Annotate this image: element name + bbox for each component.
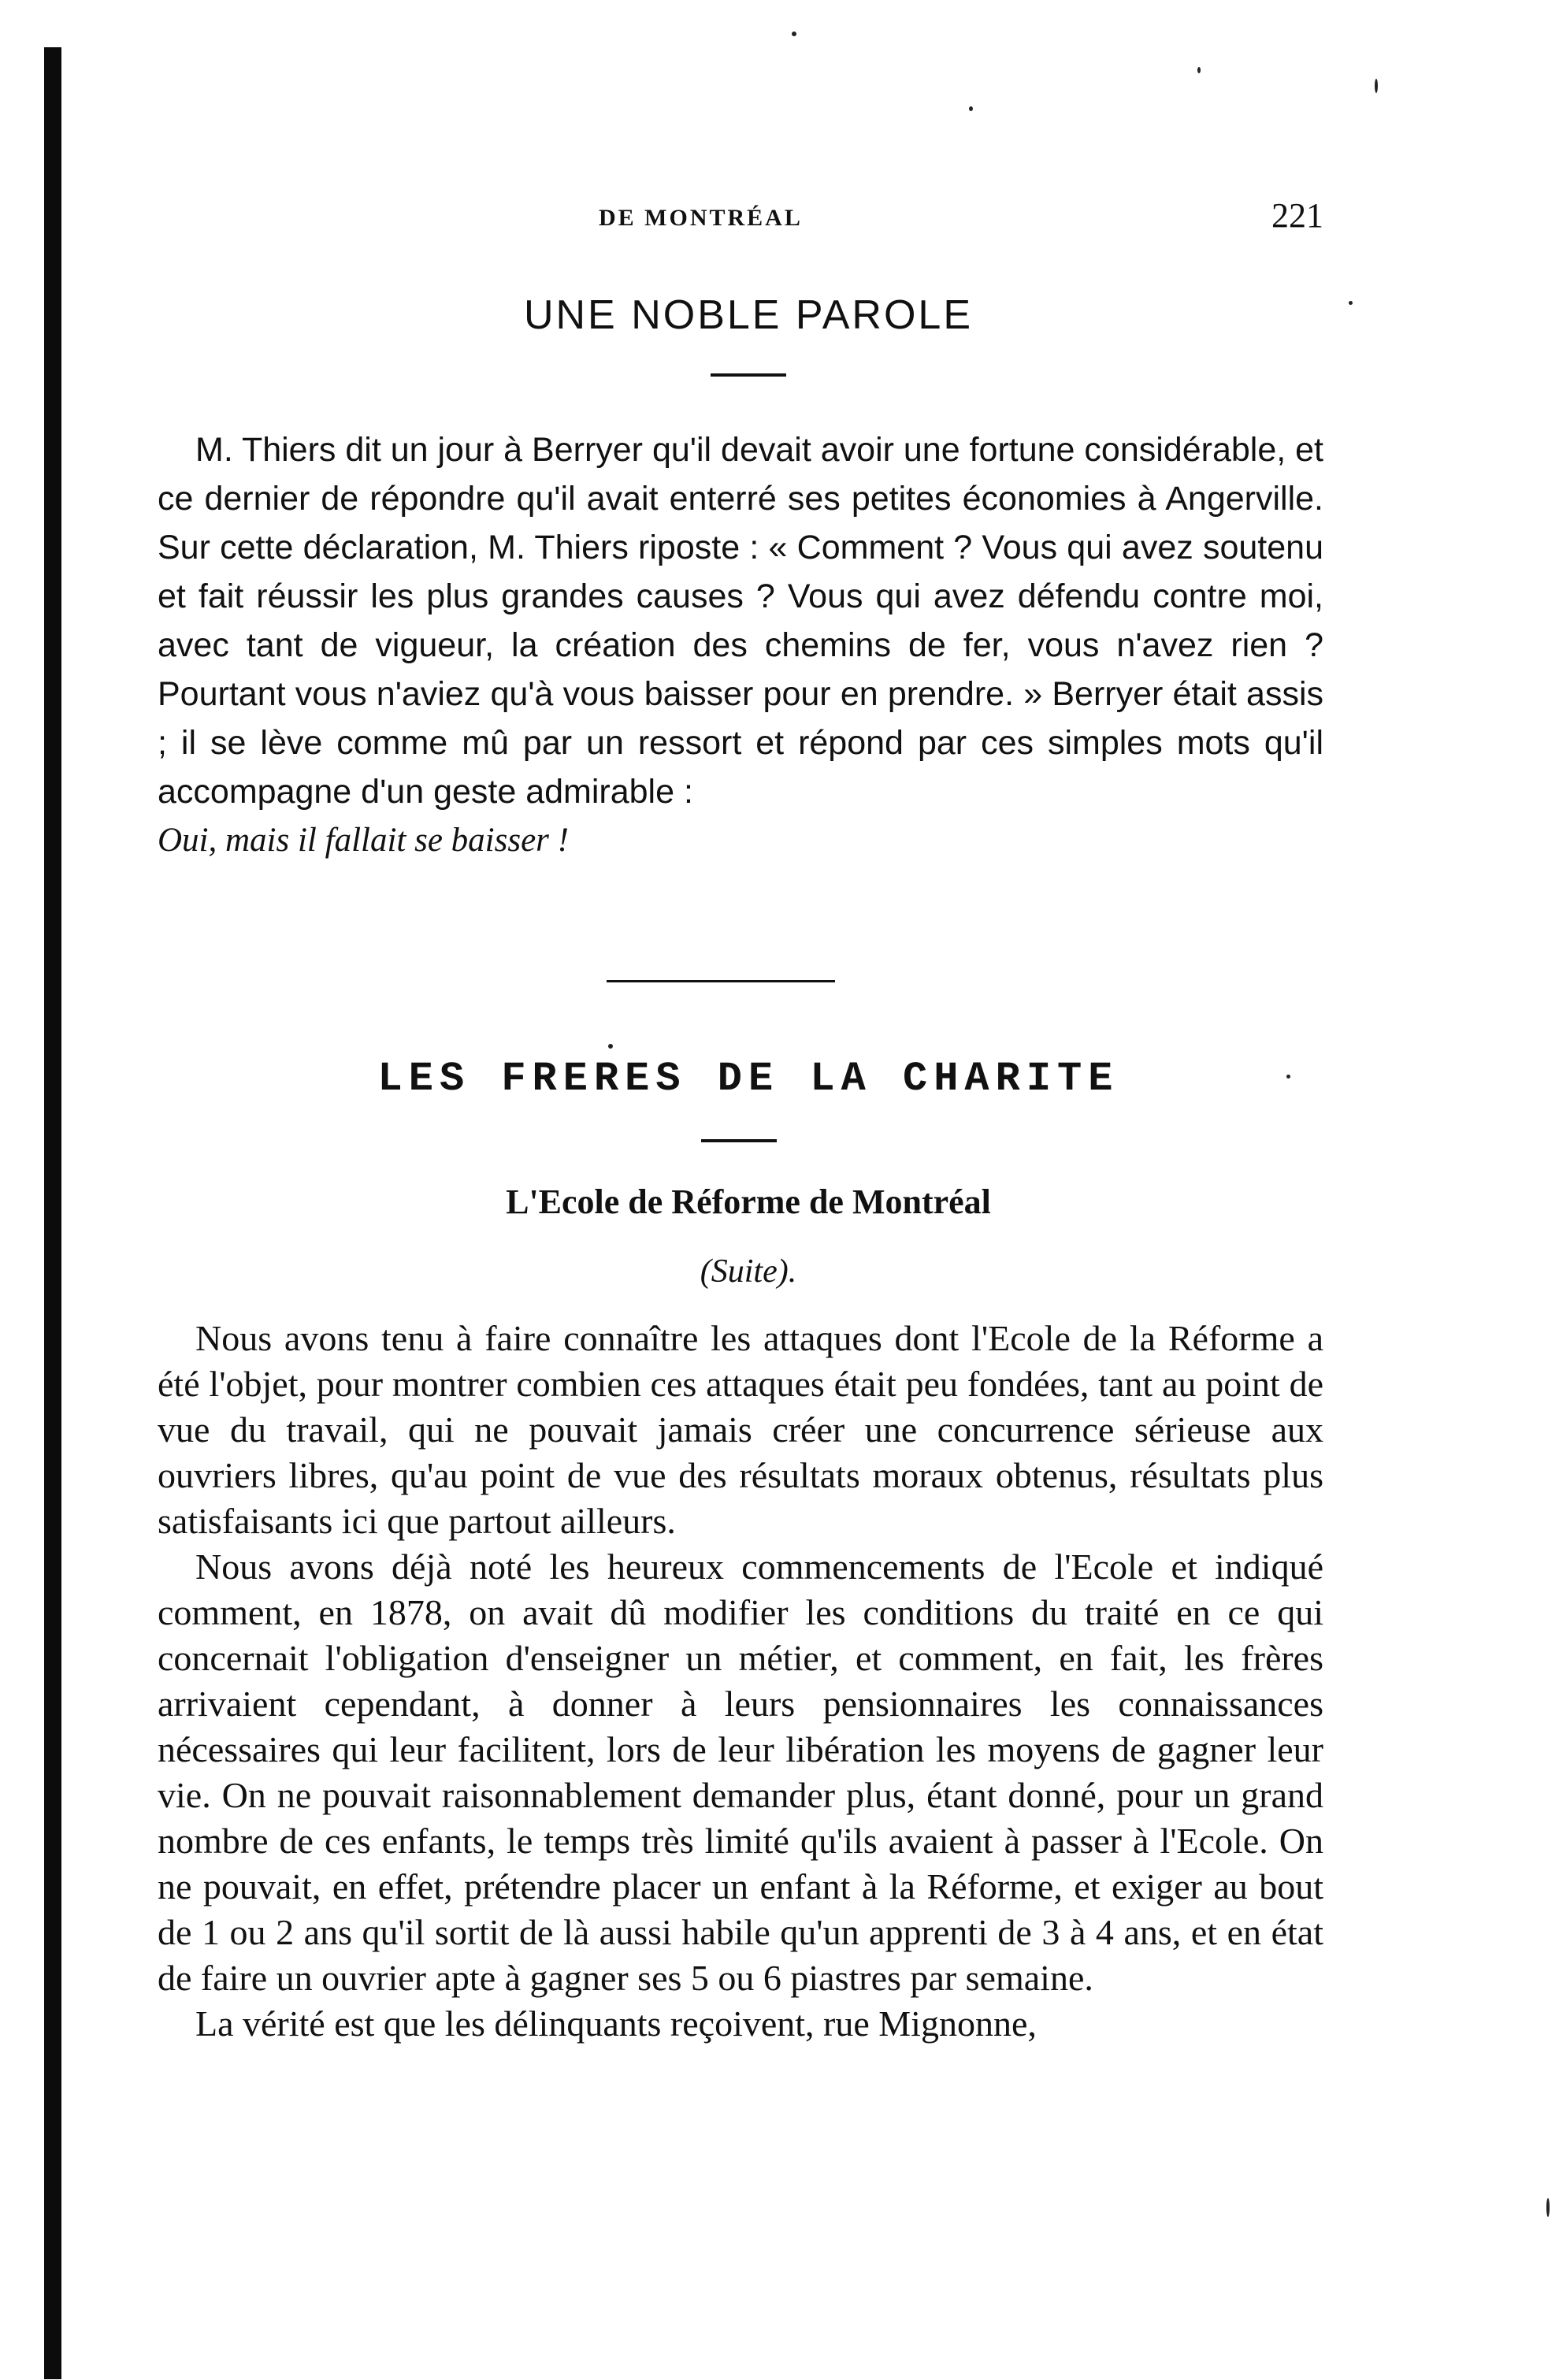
continuation-note: (Suite). [700,1253,797,1290]
heading-rule [701,1139,777,1142]
article-heading-freres-charite: LES FRERES DE LA CHARITE [377,1056,1119,1102]
paragraph-text: M. Thiers dit un jour à Berryer qu'il devait avoir une fortune considérable, et ce dernier de répondre qu'il avait enterré ses petites économies à Angerville. Sur cette déclaration, M. Thiers riposte : « Comment ? Vous qui avez soutenu et fait réussir les plus grandes causes ? Vous qui avez défendu contre moi, avec tant de vigueur, la création des chemins de fer, vous n'avez rien ? Pourtant vous n'aviez qu'à vous baisser pour en prendre. » Berryer était assis ; il se lève comme mû par un ressort et répond par ces simples mots qu'il accompagne d'un geste admirable : [158,431,1323,811]
scan-speck [1375,79,1378,93]
page-number: 221 [1271,196,1323,235]
scan-speck [1546,2198,1550,2217]
running-head [158,195,1339,243]
article-subheading: L'Ecole de Réforme de Montréal [506,1183,991,1221]
article-body-freres-charite [158,1316,1323,2047]
running-title: DE MONTRÉAL [599,205,803,231]
article-heading-noble-parole: UNE NOBLE PAROLE [523,292,974,338]
section-divider [607,980,835,982]
closing-quote: Oui, mais il fallait se baisser ! [158,822,569,859]
article-paragraph [158,425,1323,865]
article-paragraph: Nous avons tenu à faire connaître les attaques dont l'Ecole de la Réforme a été l'objet, pour montrer combien ces attaques était peu fondées, tant au point de vue du travail, qui ne pouvait jamais créer une concurrence sérieuse aux ouvriers libres, qu'au point de vue des résultats moraux obtenus, résultats plus satisfaisants ici que partout ailleurs. [158,1318,1323,1541]
book-page [158,0,1339,2380]
article-body-noble-parole [158,425,1323,865]
article-paragraph: La vérité est que les délinquants reçoivent, rue Mignonne, [195,2003,1037,2044]
scan-edge-shadow [44,47,61,2379]
heading-rule [711,373,786,377]
article-paragraph: Nous avons déjà noté les heureux commencements de l'Ecole et indiqué comment, en 1878, on avait dû modifier les conditions du traité en ce qui concernait l'obligation d'enseigner un métier, et comment, en fait, les frères arrivaient cependant, à donner à leurs pensionnaires les connaissances nécessaires qui leur facilitent, lors de leur libération les moyens de gagner leur vie. On ne pouvait raisonnablement demander plus, étant donné, pour un grand nombre de ces enfants, le temps très limité qu'ils avaient à passer à l'Ecole. On ne pouvait, en effet, prétendre placer un enfant à la Réforme, et exiger au bout de 1 ou 2 ans qu'il sortit de là aussi habile qu'un apprenti de 3 à 4 ans, et en état de faire un ouvrier apte à gagner ses 5 ou 6 piastres par semaine. [158,1546,1323,1998]
scan-speck [1349,301,1353,305]
